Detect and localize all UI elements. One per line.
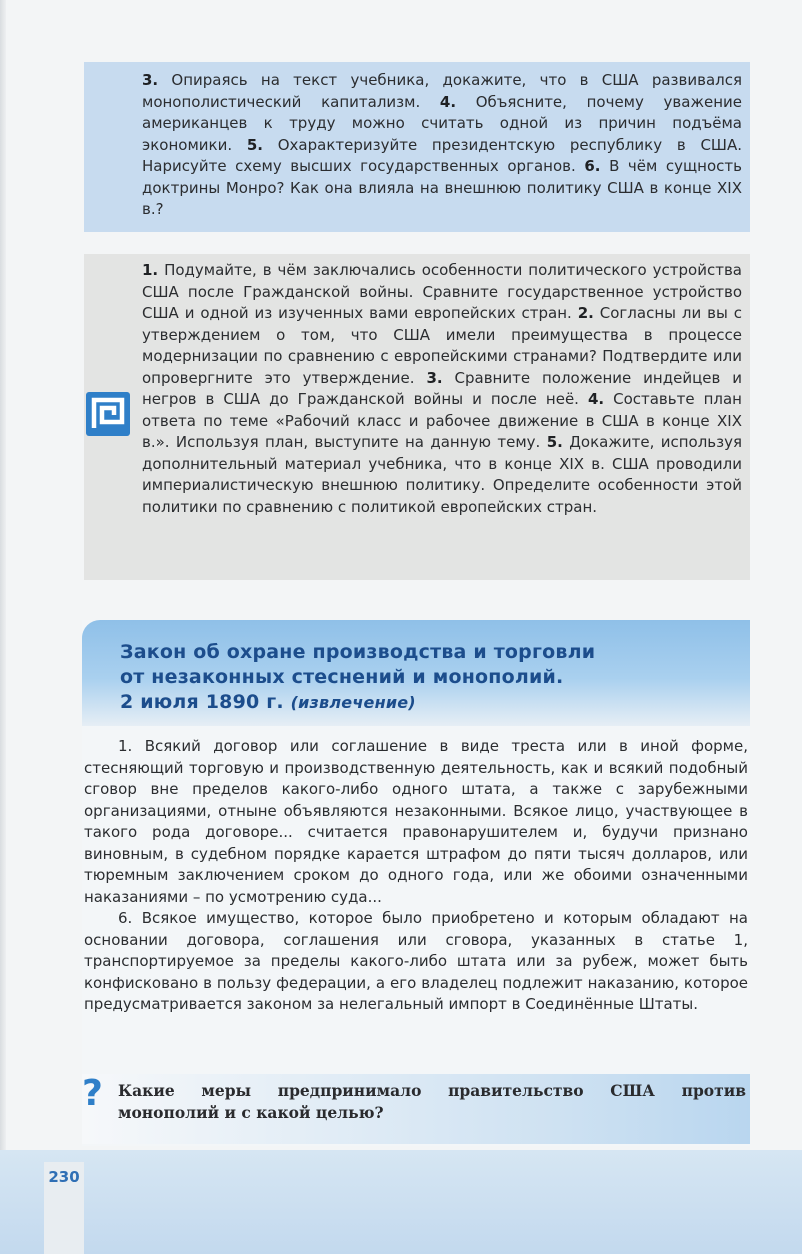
document-title-line-2: от незаконных стеснений и монополий. (120, 666, 564, 688)
task-text: Докажите, используя дополнительный материал учебника, что в конце XIX в. США проводили империалистическую внешнюю политику. Определите особенности этой политики по сравнению с политикой европейских стран. (142, 433, 742, 516)
document-body (84, 736, 748, 1016)
task-text: Подумайте, в чём заключались особенности политического устройства США после Гражданской войны. Сравните государственное устройство США и одной из изученных вами европейских стран. (142, 261, 742, 322)
document-question: Какие меры предпринимало правительство США против монополий и с какой целью? (118, 1081, 746, 1122)
document-title-extract: (извлечение) (290, 693, 416, 712)
task-number: 4. (587, 390, 605, 408)
question-text: В чём сущность доктрины Монро? Как она влияла на внешнюю политику США в конце XIX в.? (142, 157, 742, 218)
task-number: 3. (426, 368, 443, 387)
document-title (120, 640, 730, 715)
task-text: Составьте план ответа по теме «Рабочий класс и рабочее движение в США в конце XIX в.». Используя план, выступите на данную тему. (142, 390, 742, 451)
question-text: Опираясь на текст учебника, докажите, что в США развивался монополистический капитализм. (142, 71, 742, 111)
question-number: 5. (246, 135, 263, 154)
question-number: 6. (584, 157, 601, 175)
task-number: 5. (546, 433, 563, 451)
document-paragraph: 1. Всякий договор или соглашение в виде треста или в иной форме, стесняющий торговую и производственную деятельность, как и всякий подобный сговор вне пределов какого-либо одного штата, а также с зарубежными организациями, отныне объявляются незаконными. Всякое лицо, участвующее в такого рода договоре... считается правонарушителем и, будучи признано виновным, в судебном порядке карается штрафом до пяти тысяч долларов, или тюремным заключением сроком до одного года, или же обоими означенными наказаниями – по усмотрению суда... (84, 737, 748, 906)
spiral-meander-icon (86, 392, 130, 436)
tasks-text (142, 260, 742, 518)
page-number: 230 (48, 1168, 80, 1186)
task-number: 2. (577, 304, 594, 322)
review-questions-box (84, 62, 750, 232)
document-paragraph: 6. Всякое имущество, которое было приобретено и которым обладают на основании договора, соглашения или сговора, указанных в статье 1, транспортируемое за пределы какого-либо штата или за рубеж, может быть конфисковано в пользу федерации, а его владелец подлежит наказанию, которое предусматривается законом за нелегальный импорт в Соединённые Штаты. (84, 909, 748, 1013)
task-text: Согласны ли вы с утверждением о том, что США имели преимущества в процессе модернизации по сравнению с европейскими странами? Подтвердите или опровергните это утверждение. (142, 304, 742, 387)
review-questions-text (142, 70, 742, 221)
question-text: Охарактеризуйте президентскую республику в США. Нарисуйте схему высших государственных органов. (142, 135, 742, 175)
question-text: Объясните, почему уважение американцев к труду можно считать одной из причин подъёма экономики. (142, 92, 742, 154)
document-title-date: 2 июля 1890 г. (120, 691, 284, 713)
question-number: 3. (142, 71, 159, 89)
tasks-box (84, 254, 750, 580)
footer-band (0, 1150, 802, 1254)
question-number: 4. (439, 92, 457, 111)
page-edge-strip (0, 0, 6, 1254)
document-title-line-1: Закон об охране производства и торговли (120, 641, 596, 663)
question-mark-icon: ? (82, 1073, 103, 1114)
task-text: Сравните положение индейцев и негров в США до Гражданской войны и после неё. (142, 368, 743, 408)
task-number: 1. (142, 261, 159, 279)
